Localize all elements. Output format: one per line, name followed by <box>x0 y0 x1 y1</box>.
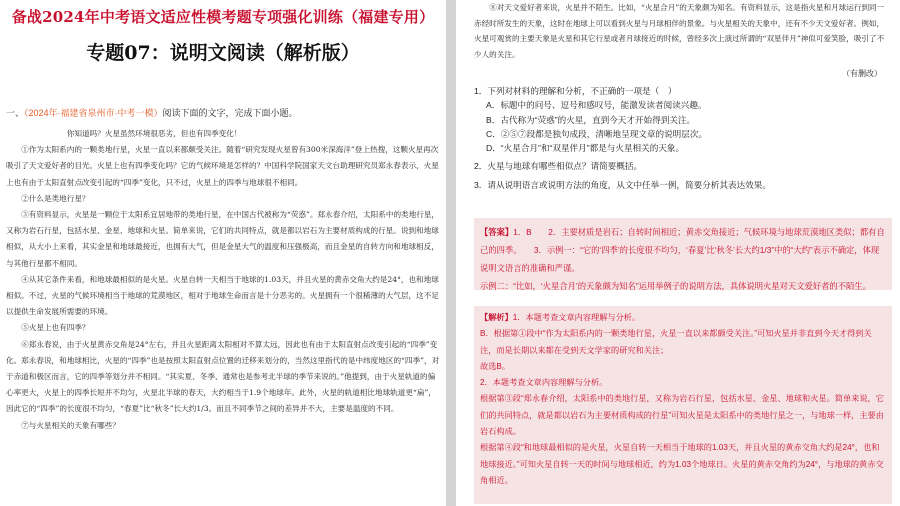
page-gutter <box>446 0 456 506</box>
page-title: 专题07：说明文阅读（解析版） <box>86 42 360 64</box>
passage-paragraph: ④从其它条件来看，和地球最相似的是火星。火星自转一天相当于地球的1.03天，并且火星的黄赤交角大约是24°，也和地球相似。不过，火星的气候环境相当于地球的荒漠地区，相对于地球生命而言是十分恶劣的。火星拥有一个很稀薄的大气层，这不足以提供生命发展所需要的环境。 <box>6 274 439 317</box>
passage-paragraph: ①作为太阳系内的一颗类地行星，火星一直以来都颇受关注。随着“研究发现火星曾有300米深海洋”登上热搜，这颗火星再次吸引了天文爱好者的目光。火星上也有四季变化吗？它的气候环境是怎样的？中国科学院国家天文台助理研究员郑永春表示，火星上也有由于太阳直射点改变引起的“四季”变化，只不过，火星上的四季与地球很不相同。 <box>6 145 439 187</box>
answer-box <box>474 218 892 290</box>
passage-paragraph: 你知道吗？火星虽然环境很恶劣，但也有四季变化！ <box>66 129 242 138</box>
question-prefix: 一、 <box>6 108 25 118</box>
answer-line-2: 示例二：“比如，‘火星合月’的天象颇为知名”运用举例子的说明方法，具体说明火星对天文爱好者的不陌生。 <box>480 281 871 291</box>
answer-tag: 【答案】 <box>480 227 514 237</box>
passage-paragraph: ⑥郑永春说，由于火星黄赤交角是24°左右，并且火星距离太阳相对不算太远，因此也有由于太阳直射点改变引起的“四季”变化。郑永春说，和地球相比，火星的“四季”也是按照太阳直射点位置的迁移来划分的，当然这里指代的是中纬度地区的“四季”，对于赤道和极区而言，它的四季等划分并不相同。“其实夏、冬季、通常也是参考北半球的季节来说的。”他提到，由于火星轨道的偏心率更大，火星上的四季长短并不均匀，火星北半球的春天，大约相当于1.9个地球年。此外，火星的轨道相比地球轨道更“扁”，因此它的“四季”的长度很不均匀，“春夏”比“秋冬”长大约1/3。而且不同季节之间的差异并不大，主要是温度的不同。 <box>6 339 440 414</box>
passage-paragraph: ③有资料显示，火星是一颗位于太阳系宜居地带的类地行星，在中国古代被称为“荧惑”。郑永春介绍，太阳系中的类地行星，又称为岩石行星，包括水星、金星、地球和火星。简单来说，它们的共同特点，就是都以岩石为主要材质构成的行星。说到和地球相似，从大小上来看，其实金星和地球最接近，也拥有大气，但是金星大气的温度和压强极高，而且金星的自转方向和地球相反，与其他行星都不相同。 <box>6 210 440 268</box>
analysis-tag: 【解析】 <box>480 313 513 322</box>
option-c: C．②⑤⑦段都是独句成段，清晰地呈现文章的说明层次。 <box>486 128 708 139</box>
passage-paragraph-8 <box>474 0 886 62</box>
question-2: 2．火星与地球有哪些相似点？请简要概括。 <box>474 161 643 172</box>
passage-paragraph: ②什么是类地行星？ <box>21 193 90 203</box>
question-3: 3．请从说明语言或说明方法的角度，从文中任举一例，简要分析其表达效果。 <box>474 179 771 190</box>
analysis-line: 1．本题考查文章内容理解与分析。 <box>512 313 641 322</box>
passage-paragraph: ⑦与火星相关的天象有哪些？ <box>21 420 120 430</box>
answer-line-1: 1．B 2．主要材质是岩石；自转时间相近；黄赤交角接近；气候环境与地球荒漠地区类似；都有自己的四季。 3．示例一：“它的‘四季’的长度很不均匀，‘春夏’比‘秋冬’长大约1/3”中的“大约”表示不确定，体现说明文语言的准确和严谨。 <box>480 227 885 273</box>
option-d: D．“火星合月”和“双星伴月”都是与火星相关的天象。 <box>486 143 685 154</box>
paragraph-8-text: ⑧对天文爱好者来说，火星并不陌生。比如，“火星合月”的天象颇为知名。有资料显示，这是指火星和月球运行到同一赤经时所发生的天象，这时在地球上可以看到火星与月球相伴的景象。与火星相关的天象中，还有不少天文爱好者。例如，火星可观赏的主要天象是火星和其它行星或者月球接近的时候，曾经多次上演过所谓的“双星伴月”神似可爱笑脸，吸引了不少人的关注。 <box>474 3 885 59</box>
option-b: B．古代称为“荧惑”的火星，直到今天才开始得到关注。 <box>486 114 696 125</box>
question-instruction: 阅读下面的文字，完成下面小题。 <box>162 108 298 118</box>
source-note: （有删改） <box>842 69 882 78</box>
question-source: （2024年·福建省泉州市·中考一模） <box>24 108 163 118</box>
analysis-line: 根据第④段“和地球最相似的是火星，火星自转一天相当于地球的1.03天，并且火星的黄赤交角大约是24°，也和地球接近。”可知火星自转一天的时间与地球相近，约为1.03个地球日。火星的黄赤交角约为24°，与地球的黄赤交角相近。 <box>480 443 884 485</box>
analysis-line: 2．本题考查文章内容理解与分析。 <box>480 378 608 388</box>
question-1: 1．下列对材料的理解和分析，不正确的一项是（ ） <box>474 86 677 96</box>
question-intro <box>6 106 442 119</box>
analysis-line: 故选B。 <box>480 361 511 371</box>
option-a: A．标题中的问号、逗号和感叹号，能激发读者阅读兴趣。 <box>486 100 707 111</box>
analysis-line: B．根据第①段中“作为太阳系内的一颗类地行星，火星一直以来都颇受关注。”可知火星并非直到今天才得到关注，而是长期以来都在受到天文学家的研究和关注； <box>480 329 872 355</box>
questions <box>474 84 886 192</box>
left-page <box>0 0 446 506</box>
series-header: 备战2024年中考语文适应性模考题专项强化训练（福建专用） <box>11 8 435 26</box>
passage <box>6 126 440 434</box>
passage-paragraph: ⑤火星上也有四季？ <box>21 323 90 333</box>
right-page <box>456 0 900 506</box>
analysis-box <box>474 306 892 504</box>
analysis-line: 根据第③段“郑永春介绍，太阳系中的类地行星，又称为岩石行星，包括水星、金星、地球和火星。简单来说，它们的共同特点，就是都以岩石为主要材质构成的行星”可知火星是太阳系中的类地行星之一，与地球一样，主要由岩石构成。 <box>480 394 884 437</box>
